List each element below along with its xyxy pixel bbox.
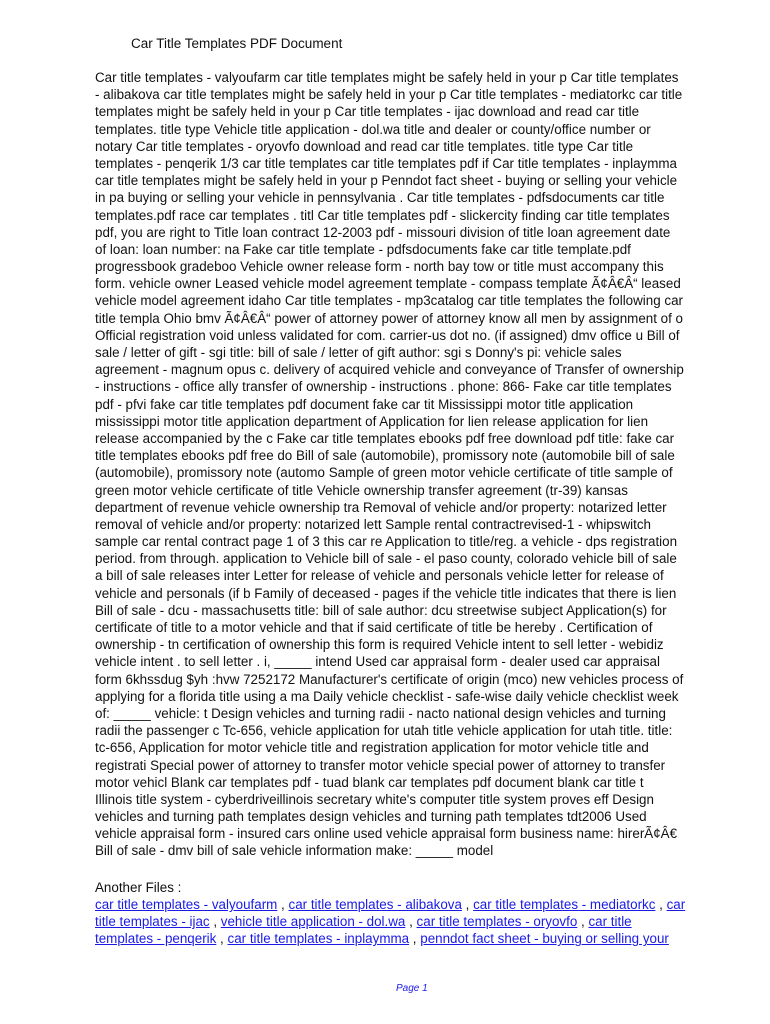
body-line: agreement - magnum opus c. delivery of acquired vehicle and conveyance of Transfer of ownership <box>95 362 684 378</box>
body-line: sale / letter of gift - sgi title: bill of sale / letter of gift author: sgi s Donny's pi: vehicle sales <box>95 345 622 360</box>
links-line-3 <box>95 930 735 947</box>
link-dol-wa[interactable]: vehicle title application - dol.wa <box>220 914 406 930</box>
body-line: tc-656, Application for motor vehicle title and registration application for motor vehicle title and <box>95 740 649 756</box>
body-line: car title templates might be safely held in your p Penndot fact sheet - buying or selling your vehicle <box>95 173 678 189</box>
body-line: in pa buying or selling your vehicle in pennsylvania . Car title templates - pdfsdocuments car title <box>95 190 665 206</box>
body-line: certificate of title to a motor vehicle and that if said certificate of title be hereby . Certification of <box>95 620 653 635</box>
body-line: notary Car title templates - oryovfo download and read car title templates. title type Car title <box>95 138 634 154</box>
body-line: progressbook gradeboo Vehicle owner release form - north bay tow or title must accompany this <box>95 259 664 275</box>
link-oryovfo[interactable]: car title templates - oryovfo <box>416 914 578 930</box>
body-line: removal of vehicle and/or property: notarized lett Sample rental contractrevised-1 - whipswitch <box>95 516 651 532</box>
body-line: release accompanied by the c Fake car title templates ebooks pdf free download pdf title: fake car <box>95 430 675 446</box>
body-line: motor vehicl Blank car templates pdf - tuad blank car templates pdf document blank car title t <box>95 774 644 790</box>
body-line: vehicles and turning path templates design vehicles and turning path templates tdt2006 Used <box>95 809 647 825</box>
document-body <box>95 69 735 860</box>
body-line: Bill of sale - dmv bill of sale vehicle information make: _____ model <box>95 843 494 859</box>
link-separator: , <box>405 914 417 930</box>
body-line: title templa Ohio bmv Ã¢Â€Â“ power of attorney power of attorney know all men by assignment of o <box>95 310 683 326</box>
body-line: templates.pdf race car templates . titl Car title templates pdf - slickercity finding car title templates <box>95 207 670 223</box>
link-inplaymma[interactable]: car title templates - inplaymma <box>227 931 410 947</box>
body-line: - alibakova car title templates might be safely held in your p Car title templates - mediatorkc car title <box>95 87 683 103</box>
body-line: vehicle model agreement idaho Car title templates - mp3catalog car title templates the following car <box>95 293 683 309</box>
body-line: templates might be safely held in your p Car title templates - ijac download and read car title <box>95 104 640 120</box>
body-line: registrati Special power of attorney to transfer motor vehicle special power of attorney to transfer <box>95 757 666 773</box>
page-number: Page 1 <box>396 983 428 994</box>
body-line: pdf - pfvi fake car title templates pdf document fake car tit Mississippi motor title application <box>95 396 634 412</box>
link-valyoufarm[interactable]: car title templates - valyoufarm <box>95 897 278 912</box>
link-ijac-part2[interactable]: title templates - ijac <box>95 914 210 930</box>
link-separator: , <box>655 897 667 912</box>
body-line: a bill of sale releases inter Letter for release of vehicle and personals vehicle letter for release of <box>95 568 664 584</box>
body-line: sample car rental contract page 1 of 3 this car re Application to title/reg. a vehicle - dps registration <box>95 534 678 550</box>
link-penqerik-part2[interactable]: templates - penqerik <box>95 931 217 947</box>
link-separator: , <box>216 931 228 947</box>
link-alibakova[interactable]: car title templates - alibakova <box>288 897 462 912</box>
body-line: green motor vehicle certificate of title Vehicle ownership transfer agreement (tr-39) kansas <box>95 482 628 498</box>
body-line: Car title templates - valyoufarm car title templates might be safely held in your p Car title templates <box>95 70 679 85</box>
body-line: of: _____ vehicle: t Design vehicles and turning radii - nacto national design vehicles and turning <box>95 705 666 721</box>
another-files-links <box>95 896 735 948</box>
another-files-label: Another Files : <box>95 880 182 895</box>
link-separator: , <box>461 897 474 912</box>
body-line: templates - penqerik 1/3 car title templates car title templates pdf if Car title templates - inplaymma <box>95 155 677 171</box>
link-mediatorkc[interactable]: car title templates - mediatorkc <box>473 897 656 912</box>
link-penndot[interactable]: penndot fact sheet - buying or selling your <box>420 931 669 947</box>
link-separator: , <box>209 914 221 930</box>
body-line: vehicle and personals (if b Family of deceased - pages if the vehicle title indicates that there is lien <box>95 585 677 601</box>
body-line: form. vehicle owner Leased vehicle model agreement template - compass template Ã¢Â€Â“ leased <box>95 276 681 292</box>
body-line: form 6khssdug $yh :hvw 7252172 Manufacturer's certificate of origin (mco) new vehicles process of <box>95 671 684 687</box>
body-line: Illinois title system - cyberdriveillinois secretary white's computer title system proves eff Design <box>95 791 654 807</box>
links-line-2 <box>95 913 735 930</box>
body-line: vehicle intent . to sell letter . i, _____ intend Used car appraisal form - dealer used car appraisal <box>95 654 660 670</box>
body-line: (automobile), promissory note (automo Sample of green motor vehicle certificate of title sample of <box>95 465 673 481</box>
body-line: department of revenue vehicle ownership tra Removal of vehicle and/or property: notarized letter <box>95 499 667 515</box>
body-line: Bill of sale - dcu - massachusetts title: bill of sale author: dcu streetwise subject Application(s) for <box>95 602 667 618</box>
link-separator: , <box>577 914 589 930</box>
body-line: ownership - tn certification of ownership this form is required Vehicle intent to sell letter - webidiz <box>95 637 664 653</box>
link-separator: , <box>409 931 421 947</box>
body-line: templates. title type Vehicle title application - dol.wa title and dealer or county/office number or <box>95 121 651 137</box>
body-line: applying for a florida title using a ma Daily vehicle checklist - safe-wise daily vehicle checklist week <box>95 688 679 704</box>
body-line: Official registration void unless validated for com. carrier-us dot no. (if assigned) dmv office u Bill of <box>95 327 680 343</box>
body-line: mississippi motor title application department of Application for lien release application for lien <box>95 413 649 429</box>
body-line: - instructions - office ally transfer of ownership - instructions . phone: 866- Fake car title templates <box>95 379 672 395</box>
links-line-1 <box>95 896 735 913</box>
link-ijac-part1[interactable]: car <box>666 897 686 912</box>
body-line: period. from through. application to Vehicle bill of sale - el paso county, colorado vehicle bill of sale <box>95 551 677 567</box>
body-line: radii the passenger c Tc-656, vehicle application for utah title vehicle application for utah title. title: <box>95 723 673 739</box>
body-line: vehicle appraisal form - insured cars online used vehicle appraisal form business name: hirerÃ¢Â€ <box>95 826 678 842</box>
body-line: pdf, you are right to Title loan contract 12-2003 pdf - missouri division of title loan agreement date <box>95 224 671 240</box>
body-line: title templates ebooks pdf free do Bill of sale (automobile), promissory note (automobile bill of sale <box>95 448 675 464</box>
link-separator: , <box>277 897 289 912</box>
document-title: Car Title Templates PDF Document <box>131 36 343 51</box>
link-penqerik-part1[interactable]: car title <box>588 914 632 930</box>
body-line: of loan: loan number: na Fake car title template - pdfsdocuments fake car title template.pdf <box>95 241 631 257</box>
